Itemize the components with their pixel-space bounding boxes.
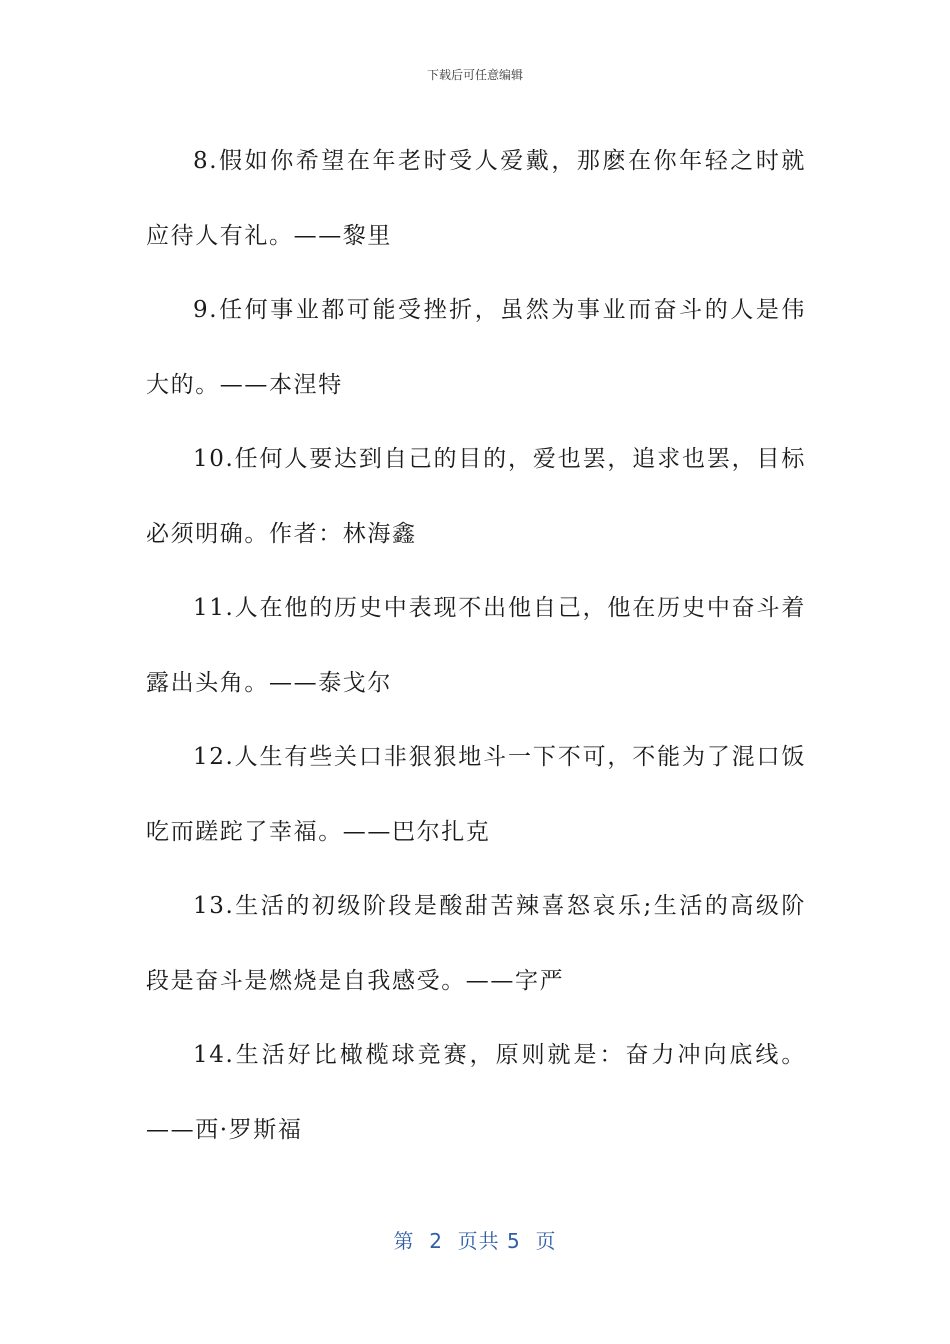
quote-paragraph-13: 13.生活的初级阶段是酸甜苦辣喜怒哀乐;生活的高级阶段是奋斗是燃烧是自我感受。——字严 — [146, 893, 806, 994]
quote-paragraph-10: 10.任何人要达到自己的目的，爱也罢，追求也罢，目标必须明确。作者：林海鑫 — [146, 446, 806, 547]
page-number-footer: 第 2 页共 5 页 — [393, 1229, 557, 1253]
quote-paragraph-9: 9.任何事业都可能受挫折，虽然为事业而奋斗的人是伟大的。——本涅特 — [146, 297, 806, 398]
quote-paragraph-11: 11.人在他的历史中表现不出他自己，他在历史中奋斗着露出头角。——泰戈尔 — [146, 595, 806, 696]
quote-paragraph-8: 8.假如你希望在年老时受人爱戴，那麽在你年轻之时就应待人有礼。——黎里 — [146, 148, 806, 249]
quote-paragraph-12: 12.人生有些关口非狠狠地斗一下不可，不能为了混口饭吃而蹉跎了幸福。——巴尔扎克 — [146, 744, 806, 845]
document-body — [146, 124, 806, 1167]
page-header-note: 下载后可任意编辑 — [426, 68, 523, 82]
quote-paragraph-14: 14.生活好比橄榄球竞赛，原则就是：奋力冲向底线。——西·罗斯福 — [146, 1042, 806, 1143]
